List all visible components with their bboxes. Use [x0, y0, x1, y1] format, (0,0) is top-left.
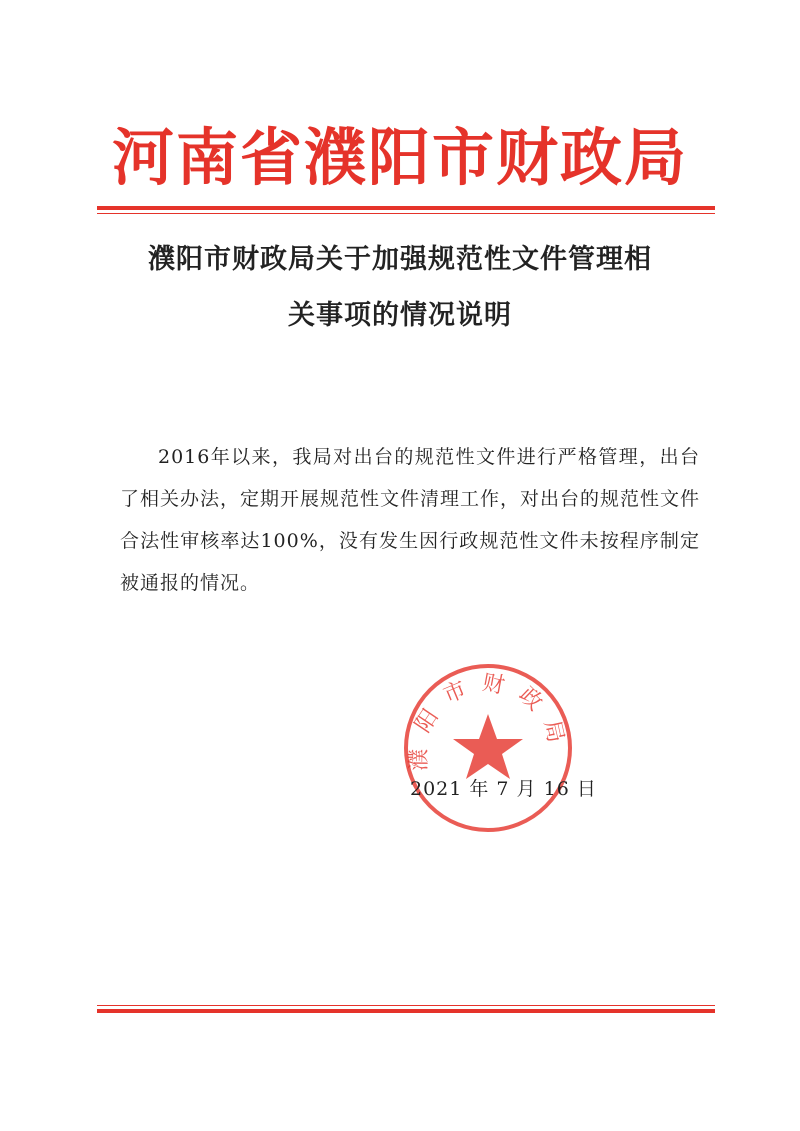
document-title: [100, 232, 700, 344]
header-divider-thick: [97, 206, 715, 210]
document-title-line-1: 濮阳市财政局关于加强规范性文件管理相: [148, 244, 652, 275]
header-divider-thin: [97, 213, 715, 214]
seal-text: 濮阳市财政局: [406, 670, 571, 771]
document-body: 2016年以来，我局对出台的规范性文件进行严格管理，出台了相关办法，定期开展规范性文件清理工作，对出台的规范性文件合法性审核率达100%，没有发生因行政规范性文件未按程序制定被通报的情况。: [120, 446, 701, 594]
footer-divider-thick: [97, 1009, 715, 1013]
footer-divider-thin: [97, 1005, 715, 1006]
official-seal-stamp: [402, 662, 574, 834]
footer-divider: [97, 1005, 715, 1013]
seal-star-icon: [453, 714, 523, 779]
document-date: 2021 年 7 月 16 日: [410, 778, 597, 800]
header-divider: [97, 206, 715, 214]
organization-header: 河南省濮阳市财政局: [111, 121, 688, 194]
document-title-line-2: 关事项的情况说明: [288, 300, 512, 331]
